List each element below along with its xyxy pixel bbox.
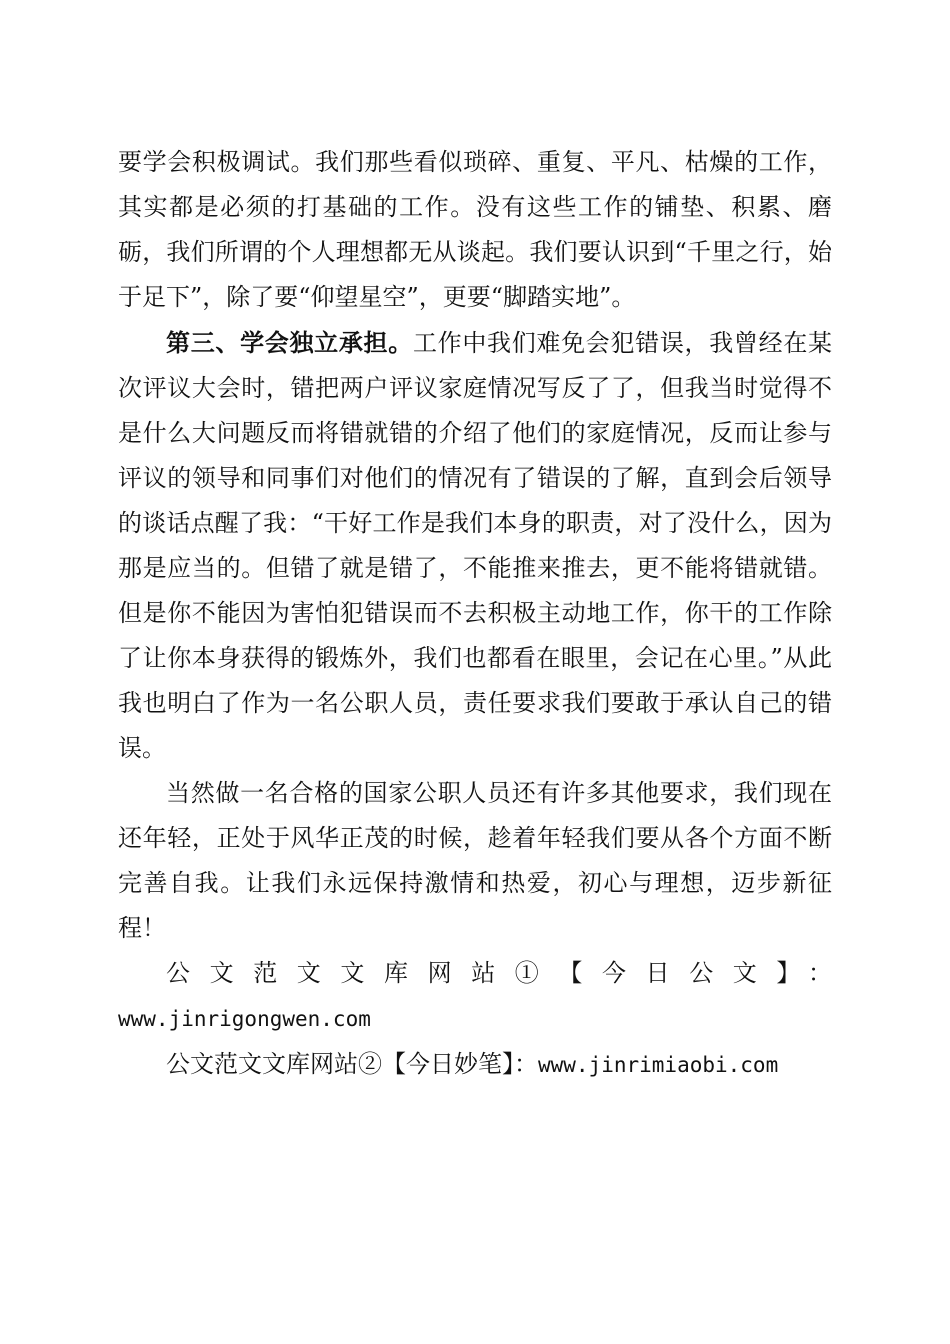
- paragraph-2-heading: 第三、学会独立承担。: [166, 328, 413, 357]
- paragraph-3: [118, 771, 832, 951]
- document-body: [118, 140, 832, 1088]
- paragraph-1-text: 要学会积极调试。我们那些看似琐碎、重复、平凡、枯燥的工作，其实都是必须的打基础的工作。没有这些工作的铺垫、积累、磨砺，我们所谓的个人理想都无从谈起。我们要认识到“千里之行，始于足下”，除了要“仰望星空”，更要“脚踏实地”。: [118, 148, 832, 311]
- paragraph-1: [118, 140, 832, 320]
- paragraph-2: [118, 320, 832, 771]
- website-link-2-line: [118, 1042, 832, 1088]
- website-link-2-label: 公文范文文库网站②【今日妙笔】：: [166, 1050, 538, 1078]
- paragraph-3-text: 当然做一名合格的国家公职人员还有许多其他要求，我们现在还年轻，正处于风华正茂的时候，趁着年轻我们要从各个方面不断完善自我。让我们永远保持激情和热爱，初心与理想，迈步新征程！: [118, 779, 832, 942]
- website-link-1-label-line: [118, 951, 832, 996]
- paragraph-2-text: 工作中我们难免会犯错误，我曾经在某次评议大会时，错把两户评议家庭情况写反了了，但我当时觉得不是什么大问题反而将错就错的介绍了他们的家庭情况，反而让参与评议的领导和同事们对他们的情况有了错误的了解，直到会后领导的谈话点醒了我：“干好工作是我们本身的职责，对了没什么，因为那是应当的。但错了就是错了，不能推来推去，更不能将错就错。但是你不能因为害怕犯错误而不去积极主动地工作，你干的工作除了让你本身获得的锻炼外，我们也都看在眼里，会记在心里。”从此我也明白了作为一名公职人员，责任要求我们要敢于承认自己的错误。: [118, 329, 833, 762]
- website-link-1-url-line: [118, 996, 832, 1042]
- website-link-1-label: 公文范文文库网站①【今日公文】：: [166, 959, 832, 987]
- website-link-1-url[interactable]: www.jinrigongwen.com: [118, 1007, 371, 1031]
- website-link-2-url[interactable]: www.jinrimiaobi.com: [538, 1053, 779, 1077]
